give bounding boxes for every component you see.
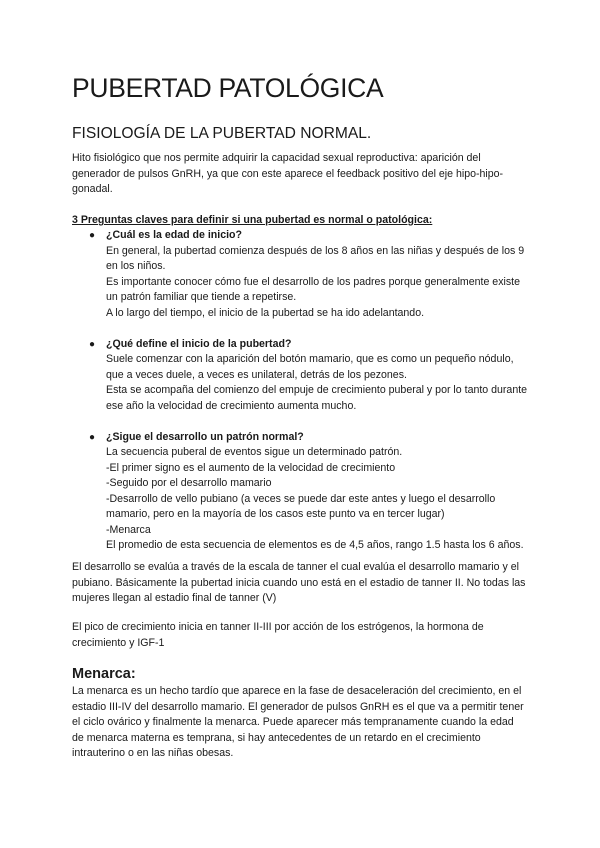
menarca-heading: Menarca: <box>72 666 136 682</box>
question-line: -Menarca <box>106 523 151 536</box>
question-item-define-inicio <box>72 337 532 415</box>
question-title: ¿Qué define el inicio de la pubertad? <box>106 337 292 350</box>
question-line: -El primer signo es el aumento de la velocidad de crecimiento <box>106 461 396 474</box>
bullet-icon: ● <box>89 338 96 350</box>
growth-peak-paragraph: El pico de crecimiento inicia en tanner II-III por acción de los estrógenos, la hormona de crecimiento y IGF-1 <box>72 621 484 649</box>
question-line: -Seguido por el desarrollo mamario <box>106 477 272 489</box>
intro-paragraph: Hito fisiológico que nos permite adquirir la capacidad sexual reproductiva: aparición del generador de pulsos GnRH, ya que con este aparece el feedback positivo del eje hipo-hipo-gonadal. <box>72 152 504 195</box>
questions-header: 3 Preguntas claves para definir si una pubertad es normal o patológica: <box>72 214 433 226</box>
section-heading-fisiologia: FISIOLOGÍA DE LA PUBERTAD NORMAL. <box>72 125 372 142</box>
question-line: Suele comenzar con la aparición del botón mamario, que es como un pequeño nódulo, que a veces duele, a veces es unilateral, detrás de los pezones. <box>106 353 514 381</box>
questions-list <box>72 228 532 554</box>
menarca-paragraph: La menarca es un hecho tardío que aparece en la fase de desaceleración del crecimiento, en el estadio III-IV del desarrollo mamario. El generador de pulsos GnRH es el que va a permitir tener el ciclo ovárico y finalmente la menarca. Puede aparecer más tempranamente cuando la edad de menarca materna es temprana, si hay antecedentes de un retardo en el crecimiento intrauterino o en las niñas obesas. <box>72 685 524 759</box>
page-title: PUBERTAD PATOLÓGICA <box>72 73 384 103</box>
question-item-patron-normal <box>72 430 532 554</box>
question-line: El promedio de esta secuencia de elementos es de 4,5 años, rango 1.5 hasta los 6 años. <box>106 539 524 551</box>
bullet-icon: ● <box>89 431 96 443</box>
question-line: La secuencia puberal de eventos sigue un determinado patrón. <box>106 446 403 458</box>
question-line: -Desarrollo de vello pubiano (a veces se puede dar este antes y luego el desarrollo mamario, pero en la mayoría de los casos este punto va en tercer lugar) <box>106 492 496 520</box>
question-line: Esta se acompaña del comienzo del empuje de crecimiento puberal y por lo tanto durante ese año la velocidad de crecimiento aumenta mucho. <box>106 384 528 412</box>
question-item-edad-inicio <box>72 228 532 321</box>
question-line: A lo largo del tiempo, el inicio de la pubertad se ha ido adelantando. <box>106 306 425 319</box>
question-line: Es importante conocer cómo fue el desarrollo de los padres porque generalmente existe un patrón familiar que tiende a repetirse. <box>106 275 520 303</box>
bullet-icon: ● <box>89 230 96 241</box>
question-title: ¿Cuál es la edad de inicio? <box>106 229 242 241</box>
question-line: En general, la pubertad comienza después de los 8 años en las niñas y después de los 9 en los niños. <box>106 244 525 272</box>
question-title: ¿Sigue el desarrollo un patrón normal? <box>106 430 304 443</box>
development-paragraph: El desarrollo se evalúa a través de la escala de tanner el cual evalúa el desarrollo mamario y el pubiano. Básicamente la pubertad inicia cuando uno está en el estadio de tanner II. No todas las mujeres llegan al estadio final de tanner (V) <box>72 561 526 604</box>
